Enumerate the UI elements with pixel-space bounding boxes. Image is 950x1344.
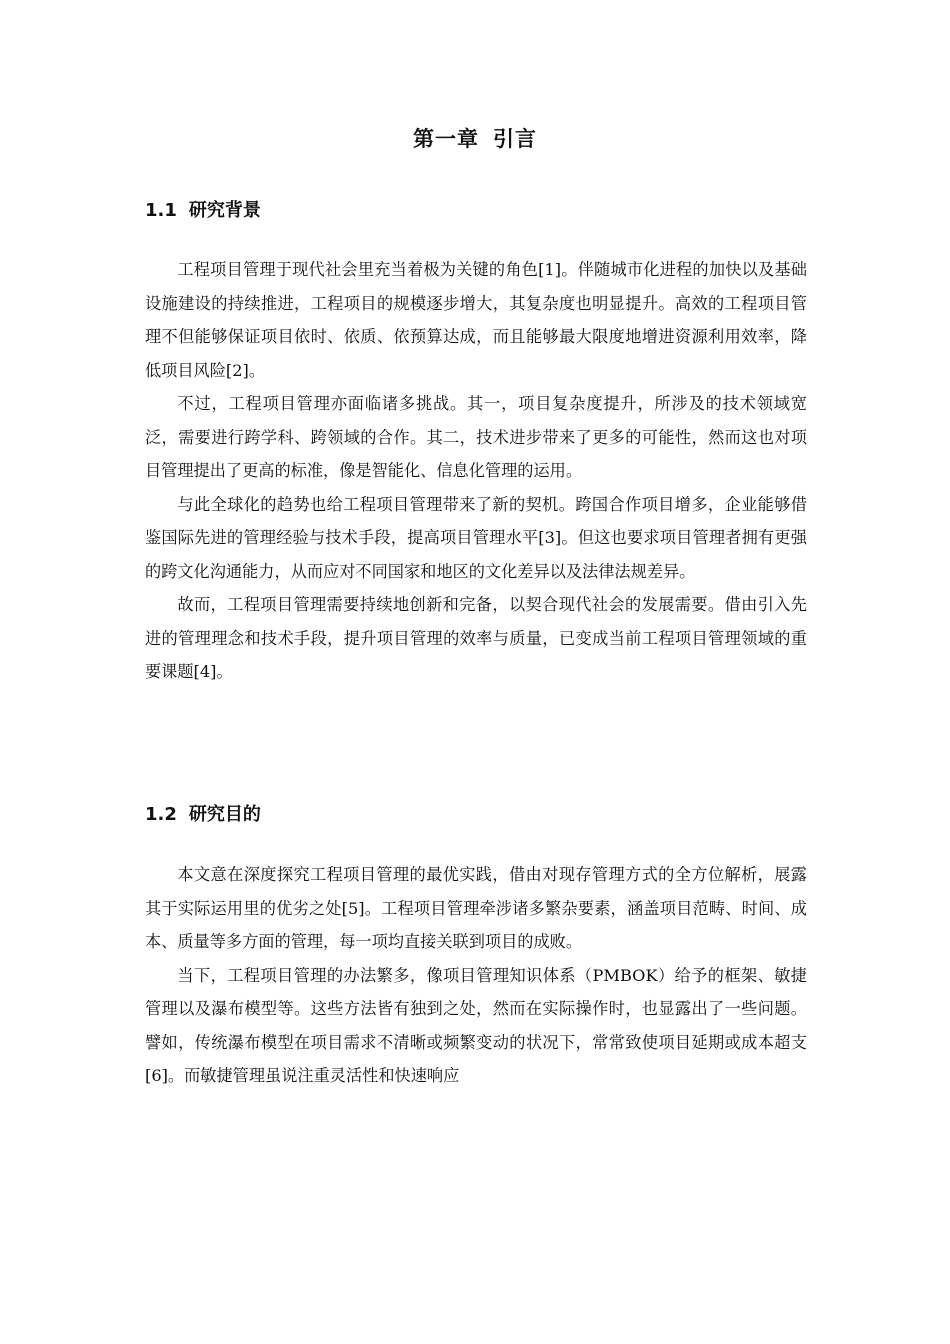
paragraph: 与此全球化的趋势也给工程项目管理带来了新的契机。跨国合作项目增多，企业能够借鉴国际先进的管理经验与技术手段，提高项目管理水平[3]。但这也要求项目管理者拥有更强的跨文化沟通能力，从而应对不同国家和地区的文化差异以及法律法规差异。 — [145, 494, 807, 581]
section-heading-purpose — [145, 800, 261, 826]
chapter-title — [0, 123, 950, 153]
chapter-name: 引言 — [493, 127, 537, 151]
paragraph: 工程项目管理于现代社会里充当着极为关键的角色[1]。伴随城市化进程的加快以及基础设施建设的持续推进，工程项目的规模逐步增大，其复杂度也明显提升。高效的工程项目管理不但能够保证项目依时、依质、依预算达成，而且能够最大限度地增进资源利用效率，降低项目风险[2]。 — [145, 260, 807, 380]
section-number: 1.1 — [145, 200, 177, 221]
chapter-number: 第一章 — [413, 127, 479, 151]
paragraph: 故而，工程项目管理需要持续地创新和完备，以契合现代社会的发展需要。借由引入先进的管理理念和技术手段，提升项目管理的效率与质量，已变成当前工程项目管理领域的重要课题[4]。 — [145, 595, 807, 681]
paragraph: 本文意在深度探究工程项目管理的最优实践，借由对现存管理方式的全方位解析，展露其于实际运用里的优劣之处[5]。工程项目管理牵涉诸多繁杂要素，涵盖项目范畴、时间、成本、质量等多方面的管理，每一项均直接关联到项目的成败。 — [145, 865, 807, 951]
section-title: 研究背景 — [188, 200, 261, 221]
section-heading-background — [145, 196, 261, 222]
section-body-background — [145, 253, 807, 689]
paragraph: 当下，工程项目管理的办法繁多，像项目管理知识体系（PMBOK）给予的框架、敏捷管理以及瀑布模型等。这些方法皆有独到之处，然而在实际操作时，也显露出了一些问题。譬如，传统瀑布模型在项目需求不清晰或频繁变动的状况下，常常致使项目延期或成本超支[6]。而敏捷管理虽说注重灵活性和快速响应 — [145, 965, 807, 1085]
paragraph: 不过，工程项目管理亦面临诸多挑战。其一，项目复杂度提升，所涉及的技术领域宽泛，需要进行跨学科、跨领域的合作。其二，技术进步带来了更多的可能性，然而这也对项目管理提出了更高的标准，像是智能化、信息化管理的运用。 — [145, 394, 807, 480]
section-body-purpose — [145, 858, 807, 1093]
section-title: 研究目的 — [188, 804, 261, 825]
section-number: 1.2 — [145, 804, 177, 825]
